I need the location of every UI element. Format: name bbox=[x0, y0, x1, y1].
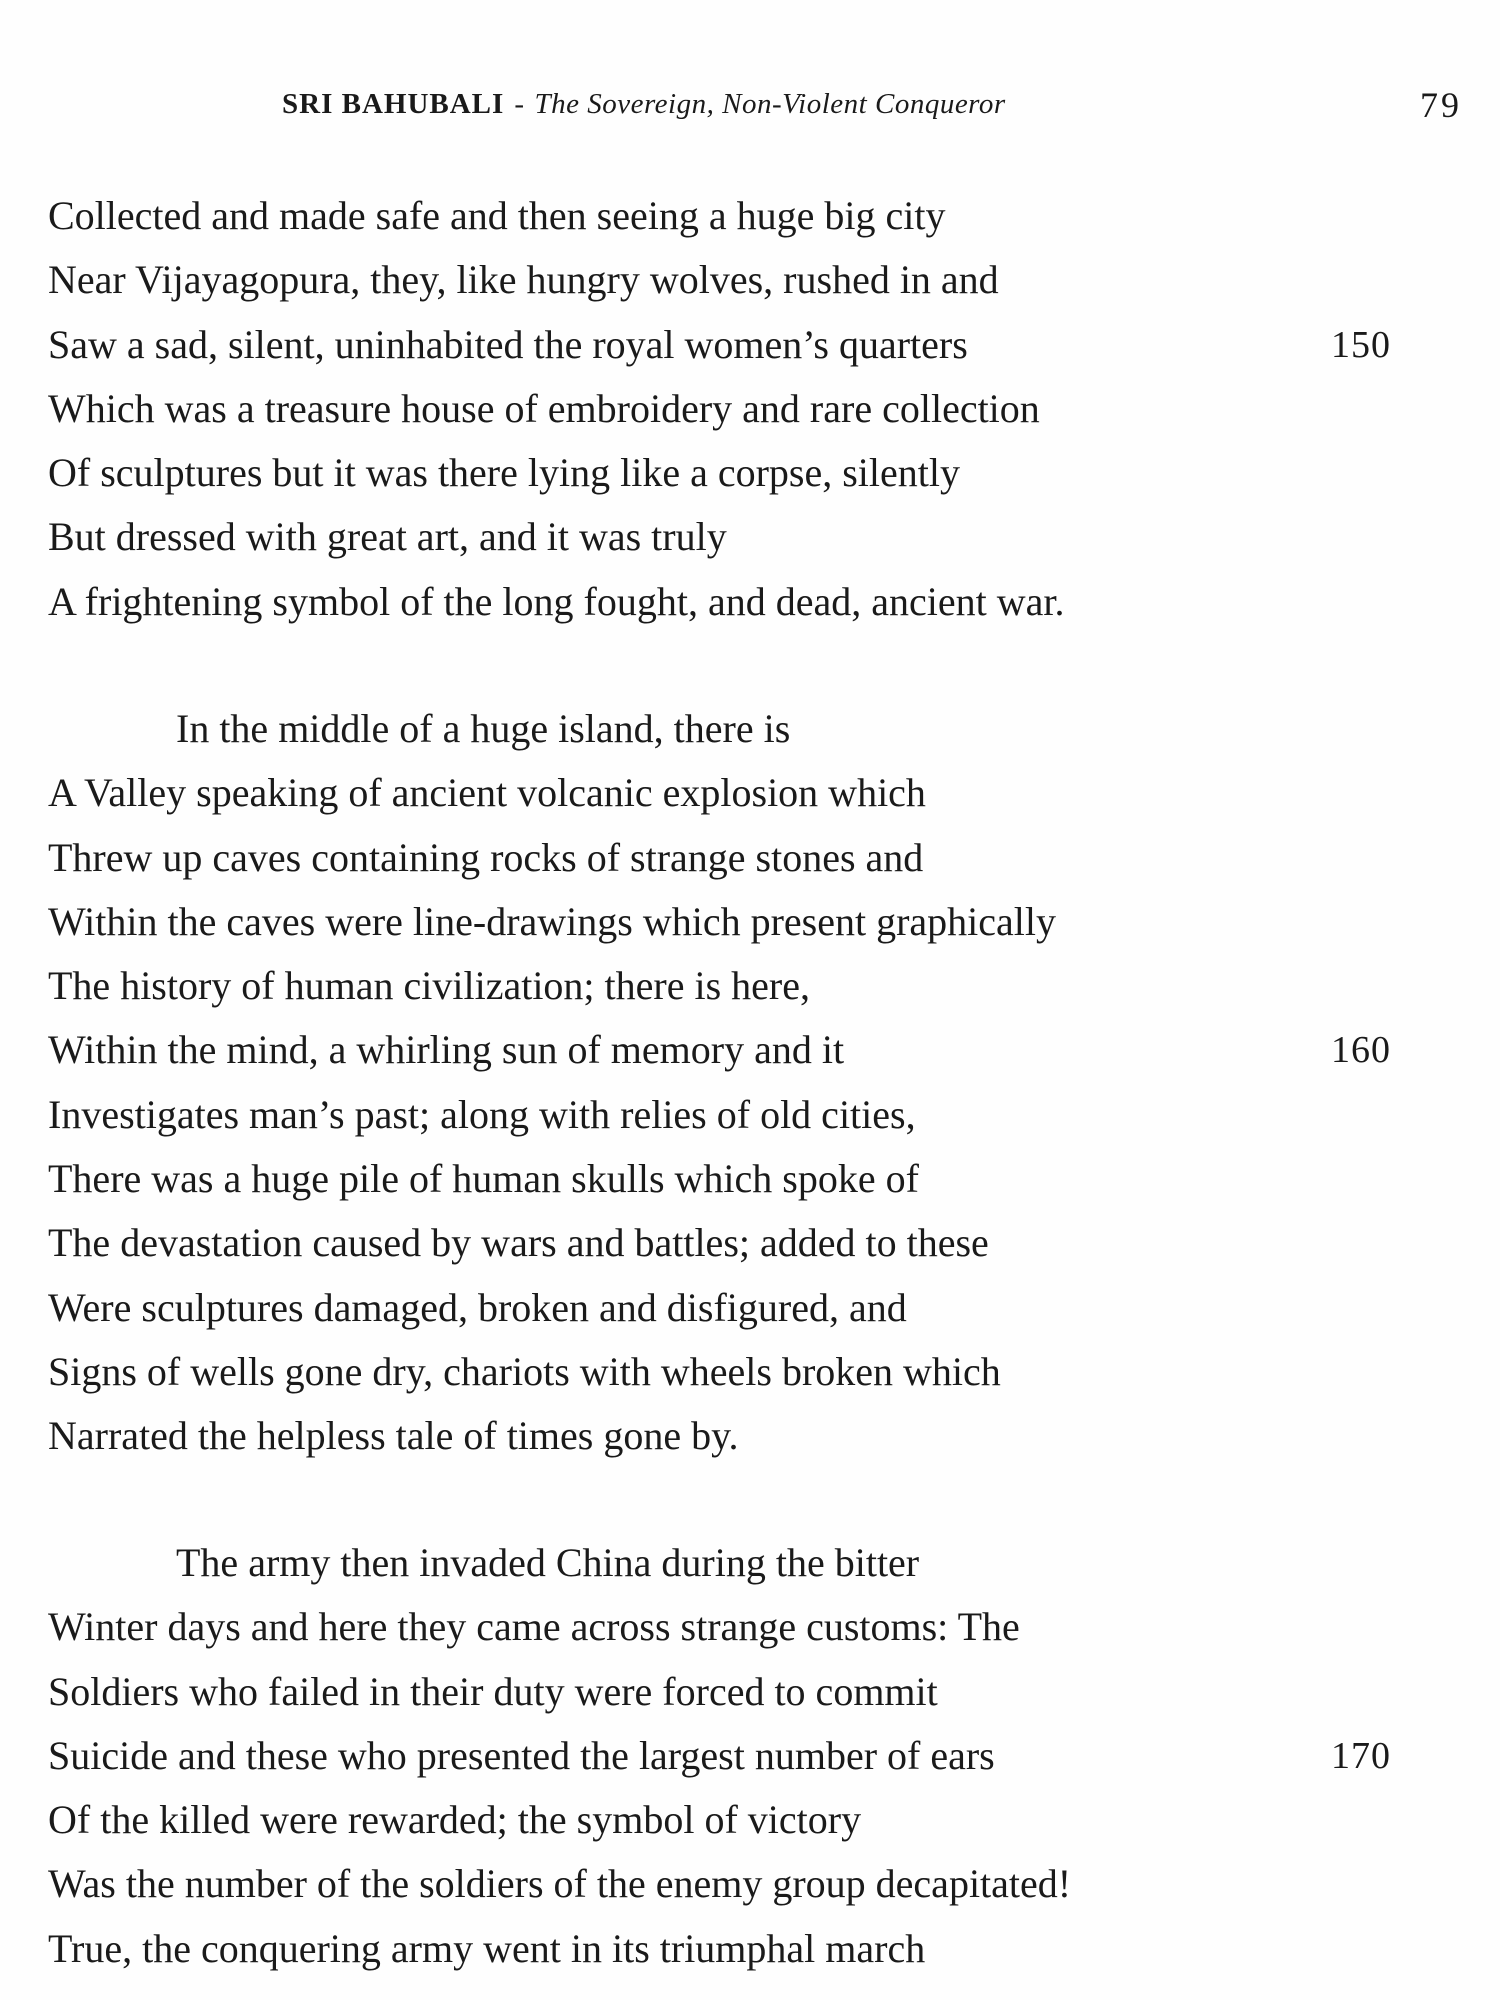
verse-text: The army then invaded China during the bitter bbox=[176, 1540, 920, 1585]
verse-line bbox=[48, 1724, 1458, 1788]
stanza bbox=[48, 697, 1458, 1469]
verse-text: Signs of wells gone dry, chariots with wheels broken which bbox=[48, 1348, 1001, 1394]
verse-line bbox=[48, 377, 1458, 441]
verse-text: Soldiers who failed in their duty were forced to commit bbox=[48, 1668, 938, 1714]
verse-line bbox=[48, 248, 1458, 312]
verse-line bbox=[48, 1018, 1458, 1082]
verse-line bbox=[48, 313, 1458, 377]
verse-line bbox=[48, 826, 1458, 890]
verse-text: Narrated the helpless tale of times gone by. bbox=[48, 1413, 739, 1459]
stanza bbox=[48, 1531, 1458, 1981]
title-separator: - bbox=[514, 88, 525, 120]
book-title: SRI BAHUBALI bbox=[282, 88, 505, 120]
verse-line bbox=[48, 1404, 1458, 1468]
verse-line bbox=[48, 1788, 1458, 1852]
running-head bbox=[0, 85, 1500, 128]
verse-line bbox=[48, 1276, 1458, 1340]
verse-text: Near Vijayagopura, they, like hungry wolves, rushed in and bbox=[48, 257, 999, 303]
line-number: 170 bbox=[1331, 1734, 1391, 1777]
verse-text: True, the conquering army went in its triumphal march bbox=[48, 1925, 926, 1971]
verse-line bbox=[48, 1917, 1458, 1981]
verse-text: Investigates man’s past; along with relies of old cities, bbox=[48, 1091, 916, 1137]
line-number: 160 bbox=[1331, 1029, 1391, 1072]
verse-line bbox=[48, 1660, 1458, 1724]
verse-line bbox=[48, 1147, 1458, 1211]
verse-text: A frightening symbol of the long fought, and dead, ancient war. bbox=[48, 578, 1065, 624]
verse-text: A Valley speaking of ancient volcanic explosion which bbox=[48, 770, 926, 816]
verse-text: The history of human civilization; there is here, bbox=[48, 963, 810, 1009]
verse-text: Of sculptures but it was there lying like a corpse, silently bbox=[48, 450, 961, 496]
page-number: 79 bbox=[1420, 85, 1462, 125]
verse-line bbox=[48, 1340, 1458, 1404]
verse-text: Collected and made safe and then seeing a huge big city bbox=[48, 193, 946, 238]
verse-text: Winter days and here they came across strange customs: The bbox=[48, 1604, 1020, 1650]
verse-line bbox=[48, 505, 1458, 569]
verse-line bbox=[48, 441, 1458, 505]
running-head-text bbox=[282, 88, 1006, 121]
verse-text: Which was a treasure house of embroidery and rare collection bbox=[48, 385, 1040, 431]
verse-text: Within the caves were line-drawings which present graphically bbox=[48, 898, 1057, 944]
verse-text: Threw up caves containing rocks of strange stones and bbox=[48, 834, 924, 880]
verse-text: There was a huge pile of human skulls which spoke of bbox=[48, 1156, 919, 1202]
verse-line bbox=[48, 761, 1458, 825]
verse-line bbox=[48, 954, 1458, 1018]
verse-line bbox=[48, 184, 1458, 248]
verse-text: Suicide and these who presented the largest number of ears bbox=[48, 1732, 995, 1778]
verse-line bbox=[48, 1211, 1458, 1275]
verse-line bbox=[48, 570, 1458, 634]
verse-line bbox=[48, 1083, 1458, 1147]
verse-line bbox=[48, 697, 1458, 761]
verse-line bbox=[48, 1531, 1458, 1595]
line-number: 150 bbox=[1331, 323, 1391, 366]
verse-text: But dressed with great art, and it was truly bbox=[48, 514, 727, 560]
stanza bbox=[48, 184, 1458, 634]
book-subtitle: The Sovereign, Non-Violent Conqueror bbox=[534, 88, 1006, 120]
verse-text: Of the killed were rewarded; the symbol of victory bbox=[48, 1797, 862, 1843]
verse-text: Within the mind, a whirling sun of memory and it bbox=[48, 1027, 845, 1073]
verse-text: Saw a sad, silent, uninhabited the royal women’s quarters bbox=[48, 321, 968, 367]
verse-text: The devastation caused by wars and battles; added to these bbox=[48, 1220, 989, 1266]
verse-text: Was the number of the soldiers of the enemy group decapitated! bbox=[48, 1861, 1072, 1907]
verse-text: Were sculptures damaged, broken and disfigured, and bbox=[48, 1284, 907, 1330]
verse-line bbox=[48, 1595, 1458, 1659]
verse-text: In the middle of a huge island, there is bbox=[176, 706, 791, 751]
verse-line bbox=[48, 890, 1458, 954]
verse-line bbox=[48, 1852, 1458, 1916]
